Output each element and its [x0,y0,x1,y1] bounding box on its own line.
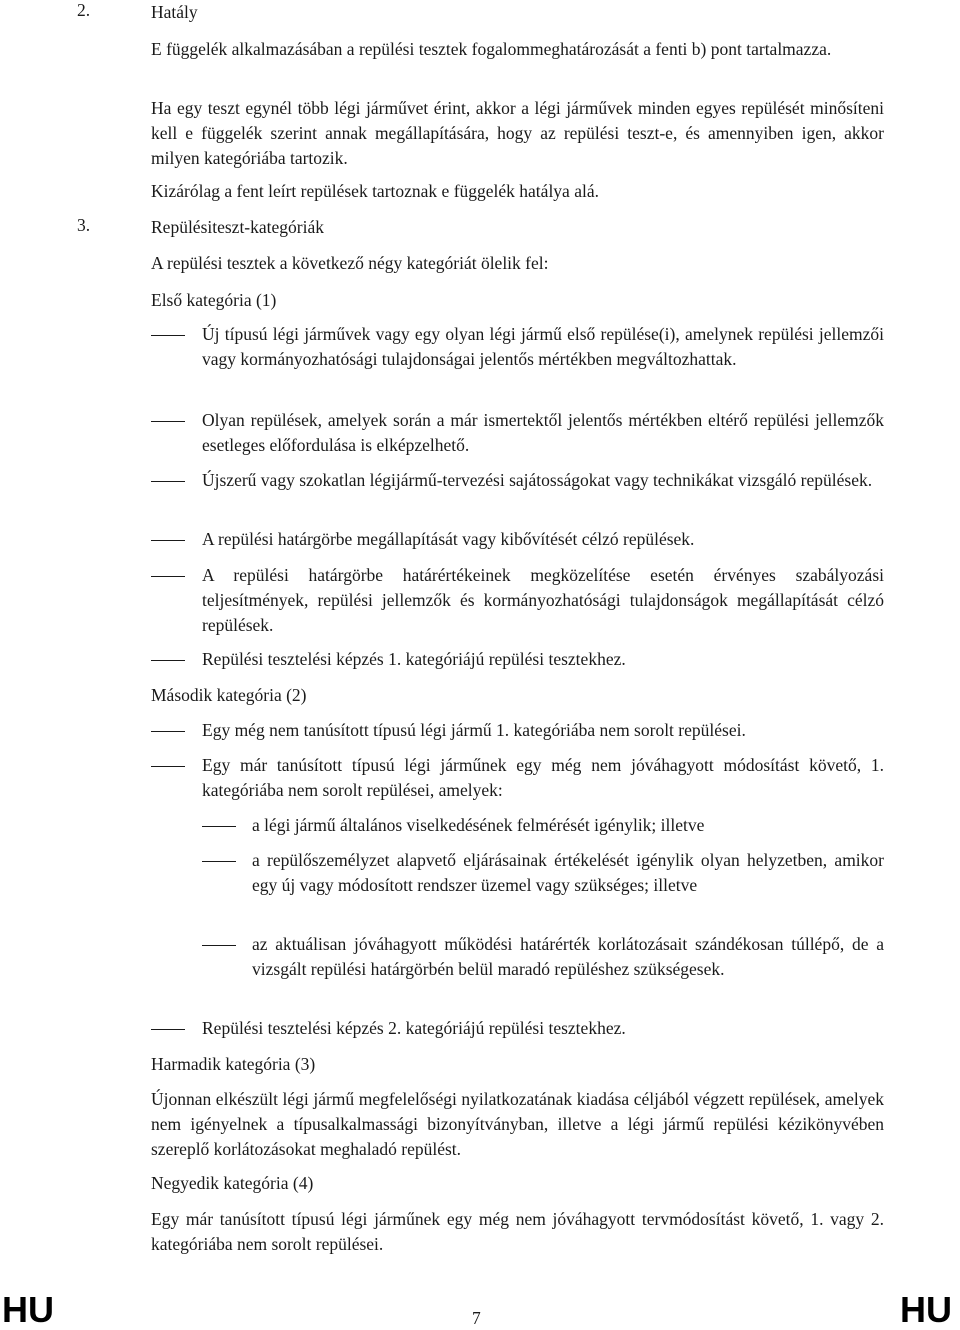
paragraph: Ha egy teszt egynél több légi járművet érint, akkor a légi járművek minden egyes repülését minősíteni kell e függelék szerint annak megállapítására, hogy az repülési teszt-e, és amennyiben igen, akkor milyen kategóriába tartozik. [151,98,884,168]
list-dash [151,1029,185,1030]
list-dash [151,540,185,541]
category-heading: Második kategória (2) [151,685,307,705]
page-number: 7 [472,1308,481,1328]
paragraph: Kizárólag a fent leírt repülések tartoznak e függelék hatálya alá. [151,181,599,201]
list-item: Repülési tesztelési képzés 1. kategóriájú repülési tesztekhez. [202,649,626,669]
paragraph: Egy már tanúsított típusú légi járműnek egy még nem jóváhagyott tervmódosítást követő, 1. vagy 2. kategóriába nem sorolt repülései. [151,1209,884,1254]
list-item: A repülési határgörbe megállapítását vagy kibővítését célzó repülések. [202,529,695,549]
list-dash [151,660,185,661]
category-heading: Negyedik kategória (4) [151,1173,314,1193]
section-number: 2. [77,0,91,20]
section-title: Hatály [151,2,198,22]
list-dash [202,826,236,827]
list-dash [202,945,236,946]
list-item: A repülési határgörbe határértékeinek megközelítése esetén érvényes szabályozási teljesítmények, repülési jellemzők és kormányozhatósági tulajdonságok megállapítását célzó repülések. [202,565,884,635]
paragraph: A repülési tesztek a következő négy kategóriát ölelik fel: [151,253,549,273]
list-item: Új típusú légi járművek vagy egy olyan légi jármű első repülése(i), amelynek repülési jellemzői vagy kormányozhatósági tulajdonságai jelentős mértékben megváltozhattak. [202,324,884,369]
paragraph: E függelék alkalmazásában a repülési tesztek fogalommeghatározását a fenti b) pont tartalmazza. [151,39,832,59]
footer-language-right: HU [900,1289,952,1330]
list-dash [151,335,185,336]
list-item: Repülési tesztelési képzés 2. kategóriájú repülési tesztekhez. [202,1018,626,1038]
sub-list-item: az aktuálisan jóváhagyott működési határérték korlátozásait szándékosan túllépő, de a vizsgált repülési határgörbén belül maradó repüléshez szükségesek. [252,934,884,979]
list-item: Egy már tanúsított típusú légi járműnek egy még nem jóváhagyott módosítást követő, 1. kategóriába nem sorolt repülései, amelyek: [202,755,884,800]
sub-list-item: a légi jármű általános viselkedésének felmérését igénylik; illetve [252,815,705,835]
footer-language-left: HU [2,1289,54,1330]
list-dash [151,421,185,422]
list-dash [202,861,236,862]
list-item: Újszerű vagy szokatlan légijármű-tervezési sajátosságokat vagy technikákat vizsgáló repülések. [202,470,873,490]
list-dash [151,481,185,482]
list-dash [151,731,185,732]
sub-list-item: a repülőszemélyzet alapvető eljárásainak értékelését igénylik olyan helyzetben, amikor egy új vagy módosított rendszer üzemel vagy szükséges; illetve [252,850,884,895]
list-item: Olyan repülések, amelyek során a már ismertektől jelentős mértékben eltérő repülési jellemzők esetleges előfordulása is elképzelhető. [202,410,884,455]
list-item: Egy még nem tanúsított típusú légi jármű 1. kategóriába nem sorolt repülései. [202,720,746,740]
section-number: 3. [77,215,91,235]
section-title: Repülésiteszt-kategóriák [151,217,324,237]
list-dash [151,576,185,577]
list-dash [151,766,185,767]
category-heading: Első kategória (1) [151,290,277,310]
paragraph: Újonnan elkészült légi jármű megfelelőségi nyilatkozatának kiadása céljából végzett repülések, amelyek nem igényelnek a típusalkalmassági bizonyítványban, illetve a légi jármű repülési kézikönyvében szereplő korlátozásokat meghaladó repülést. [151,1089,884,1159]
category-heading: Harmadik kategória (3) [151,1054,316,1074]
